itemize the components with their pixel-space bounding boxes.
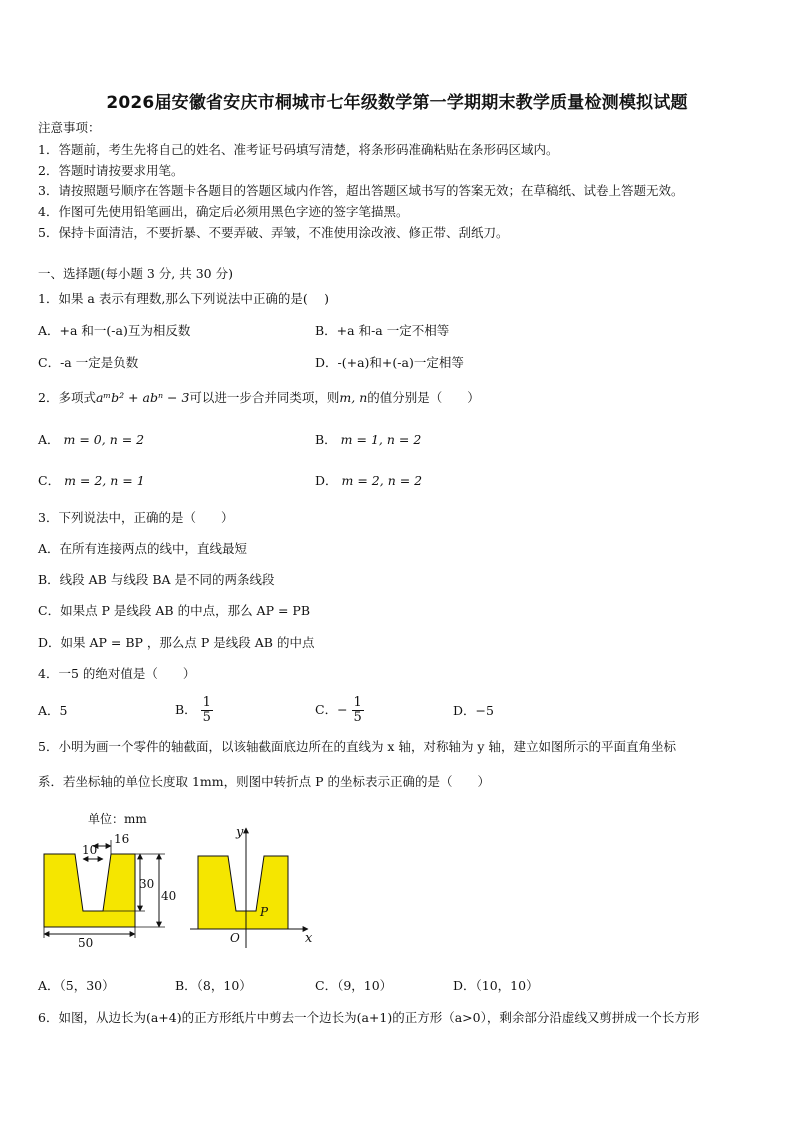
q1-option-d: D．-(+a)和+(-a)一定相等 [315, 355, 464, 370]
origin-label: O [230, 931, 240, 945]
q2-option-d [315, 473, 422, 489]
q5-option-a: A．（5，30） [38, 978, 115, 993]
notice-heading: 注意事项： [38, 120, 101, 135]
fraction-denominator: 5 [202, 710, 211, 725]
question-3-stem: 3．下列说法中，正确的是（ ） [38, 510, 234, 525]
question-4-stem: 4．一5 的绝对值是（ ） [38, 666, 196, 681]
x-axis-label: x [305, 931, 313, 946]
y-axis-label: y [236, 825, 244, 840]
q4-option-c [315, 690, 364, 730]
question-6-stem: 6．如图，从边长为(a+4)的正方形纸片中剪去一个边长为(a+1)的正方形（a>0），剩余部分沿虚线又剪拼成一个长方形 [38, 1010, 700, 1025]
question-5-stem-line1: 5．小明为画一个零件的轴截面，以该轴截面底边所在的直线为 x 轴，对称轴为 y 轴，建立如图所示的平面直角坐标 [38, 739, 676, 754]
q4-option-d: D．−5 [453, 703, 494, 718]
q4-option-b-fraction [201, 696, 213, 725]
page-title: 2026届安徽省安庆市桐城市七年级数学第一学期期末教学质量检测模拟试题 [106, 93, 688, 113]
q5-option-d: D．（10，10） [453, 978, 539, 993]
notice-item: 5．保持卡面清洁，不要折暴、不要弄破、弄皱，不准使用涂改液、修正带、刮纸刀。 [38, 225, 509, 240]
question-1-stem: 1．如果 a 表示有理数,那么下列说法中正确的是( ) [38, 291, 330, 306]
q5-figure [30, 808, 330, 958]
q2-expression: aᵐb² + abⁿ − 3 [95, 390, 190, 405]
question-2-stem [38, 390, 480, 406]
q4-option-c-sign: − [337, 702, 348, 717]
q4-option-c-label: C． [315, 702, 338, 717]
fraction-numerator: 1 [353, 695, 362, 710]
q3-option-c: C．如果点 P 是线段 AB 的中点，那么 AP = PB [38, 603, 311, 618]
q2-stem-post: 的值分别是（ ） [367, 390, 480, 405]
section-heading: 一、选择题(每小题 3 分, 共 30 分) [38, 266, 233, 281]
q2-option-c [38, 473, 145, 489]
q5-option-c: C．（9，10） [315, 978, 393, 993]
dim-50-label: 50 [78, 936, 94, 950]
notice-item: 4．作图可先使用铅笔画出，确定后必须用黑色字迹的签字笔描黑。 [38, 204, 409, 219]
q2-option-d-value: m = 2, n = 2 [341, 473, 423, 488]
q2-option-b [315, 432, 421, 448]
question-5-stem-line2: 系．若坐标轴的单位长度取 1mm，则图中转折点 P 的坐标表示正确的是（ ） [38, 774, 490, 789]
dim-10-label: 10 [82, 843, 98, 857]
notice-item: 1．答题前，考生先将自己的姓名、准考证号码填写清楚，将条形码准确粘贴在条形码区域内。 [38, 142, 559, 157]
q1-option-a: A．+a 和一(-a)互为相反数 [38, 323, 191, 338]
q2-option-b-label: B． [315, 432, 337, 447]
unit-label: 单位：mm [88, 812, 147, 826]
q1-option-c: C．-a 一定是负数 [38, 355, 139, 370]
q2-stem-pre: 2．多项式 [38, 390, 96, 405]
dim-30-label: 30 [139, 877, 155, 891]
q3-option-b: B．线段 AB 与线段 BA 是不同的两条线段 [38, 572, 275, 587]
fraction-numerator: 1 [202, 695, 211, 710]
q3-option-a: A．在所有连接两点的线中，直线最短 [38, 541, 248, 556]
right-part-shape [198, 856, 288, 929]
notice-item: 3．请按照题号顺序在答题卡各题目的答题区域内作答，超出答题区域书写的答案无效；在草稿纸、试卷上答题无效。 [38, 183, 684, 198]
dim-16-label: 16 [114, 832, 130, 846]
q5-option-b: B．（8，10） [175, 978, 252, 993]
notice-item: 2．答题时请按要求用笔。 [38, 163, 184, 178]
q2-option-d-label: D． [315, 473, 338, 488]
fraction-denominator: 5 [353, 710, 362, 725]
point-p-label: P [260, 905, 269, 919]
q4-option-a: A．5 [38, 703, 68, 718]
q2-option-c-label: C． [38, 473, 61, 488]
q4-option-b [175, 690, 213, 730]
q4-option-c-fraction [352, 696, 364, 725]
q2-stem-mid: 可以进一步合并同类项，则 [189, 390, 340, 405]
q2-option-a [38, 432, 144, 448]
dim-40-label: 40 [161, 889, 177, 903]
q2-option-c-value: m = 2, n = 1 [64, 473, 145, 488]
q2-option-a-label: A． [38, 432, 60, 447]
q4-option-b-label: B． [175, 702, 197, 717]
q2-vars: m, n [339, 390, 368, 405]
left-part-shape [44, 854, 135, 927]
q2-option-a-value: m = 0, n = 2 [63, 432, 145, 447]
q2-option-b-value: m = 1, n = 2 [340, 432, 422, 447]
q3-option-d: D．如果 AP = BP ，那么点 P 是线段 AB 的中点 [38, 635, 315, 650]
q1-option-b: B．+a 和-a 一定不相等 [315, 323, 450, 338]
